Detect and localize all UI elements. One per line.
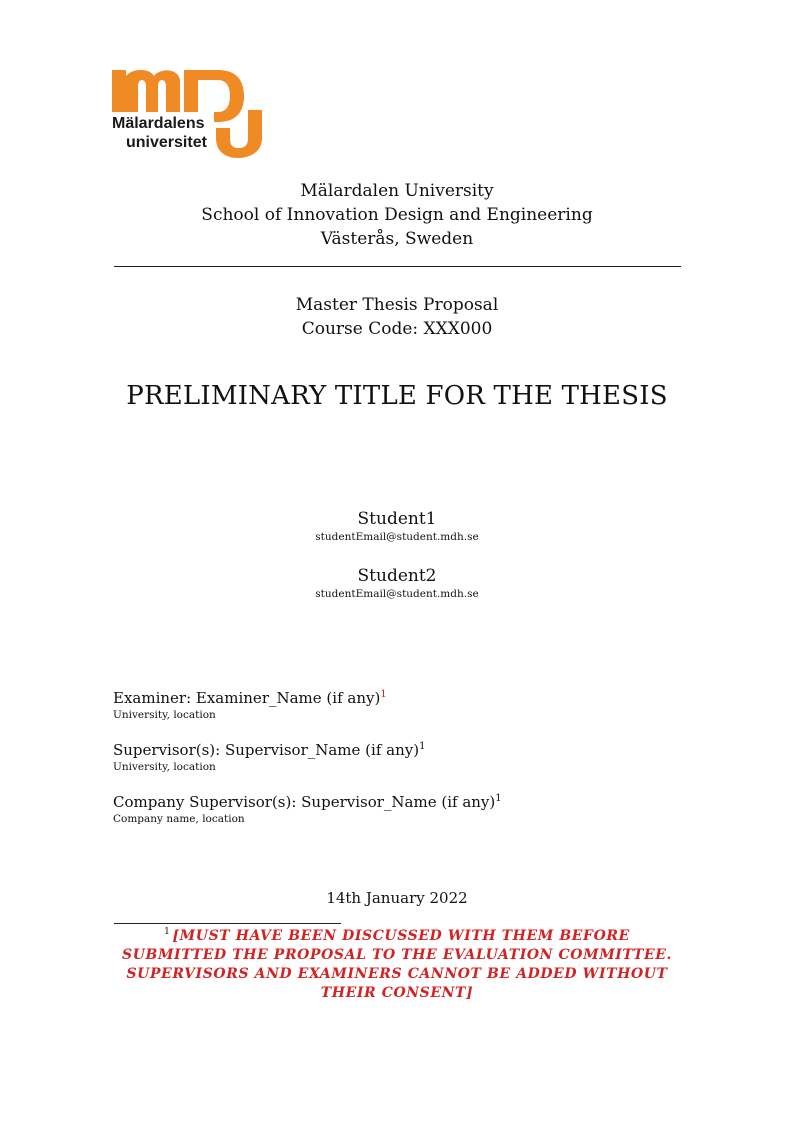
thesis-title: PRELIMINARY TITLE FOR THE THESIS [126,381,668,411]
footnote-mark: 1 [495,793,502,804]
examiner-line: Examiner: Examiner_Name (if any) [113,689,381,707]
supervisor-line: Supervisor(s): Supervisor_Name (if any) [113,741,420,759]
proposal-type: Master Thesis Proposal [295,295,499,315]
affiliation-block [112,179,682,251]
student-block [112,508,682,544]
footnote-number: 1 [164,927,171,938]
student-email: studentEmail@student.mdh.se [315,588,479,600]
supervisor-affiliation: University, location [113,761,216,773]
footnote-link[interactable]: 1 [380,689,387,700]
document-date: 14th January 2022 [326,889,468,907]
examiner-block [113,688,673,722]
university-name: Mälardalen University [300,181,494,201]
course-code: Course Code: XXX000 [301,319,493,339]
school-name: School of Innovation Design and Engineering [201,205,593,225]
student-email: studentEmail@student.mdh.se [315,531,479,543]
mdu-logo [112,66,272,162]
student-block [112,565,682,601]
logo-text-line2: universitet [126,134,207,151]
footnote [112,927,682,1003]
proposal-block [112,293,682,341]
header-divider [114,266,681,267]
student-name: Student1 [357,509,437,529]
footnote-text: [MUST HAVE BEEN DISCUSSED WITH THEM BEFORE SUBMITTED THE PROPOSAL TO THE EVALUATION COMMITTEE. SUPERVISORS AND EXAMINERS CANNOT BE ADDED WITHOUT THEIR CONSENT] [122,928,672,1001]
company-affiliation: Company name, location [113,813,245,825]
footnote-mark: 1 [419,741,426,752]
student-name: Student2 [357,566,437,586]
company-supervisor-line: Company Supervisor(s): Supervisor_Name (if any) [113,793,496,811]
examiner-affiliation: University, location [113,709,216,721]
company-supervisor-block [113,792,673,826]
supervisor-block [113,740,673,774]
logo-text-line1: Mälardalens [112,115,205,132]
footnote-divider [114,923,341,924]
university-location: Västerås, Sweden [320,229,474,249]
